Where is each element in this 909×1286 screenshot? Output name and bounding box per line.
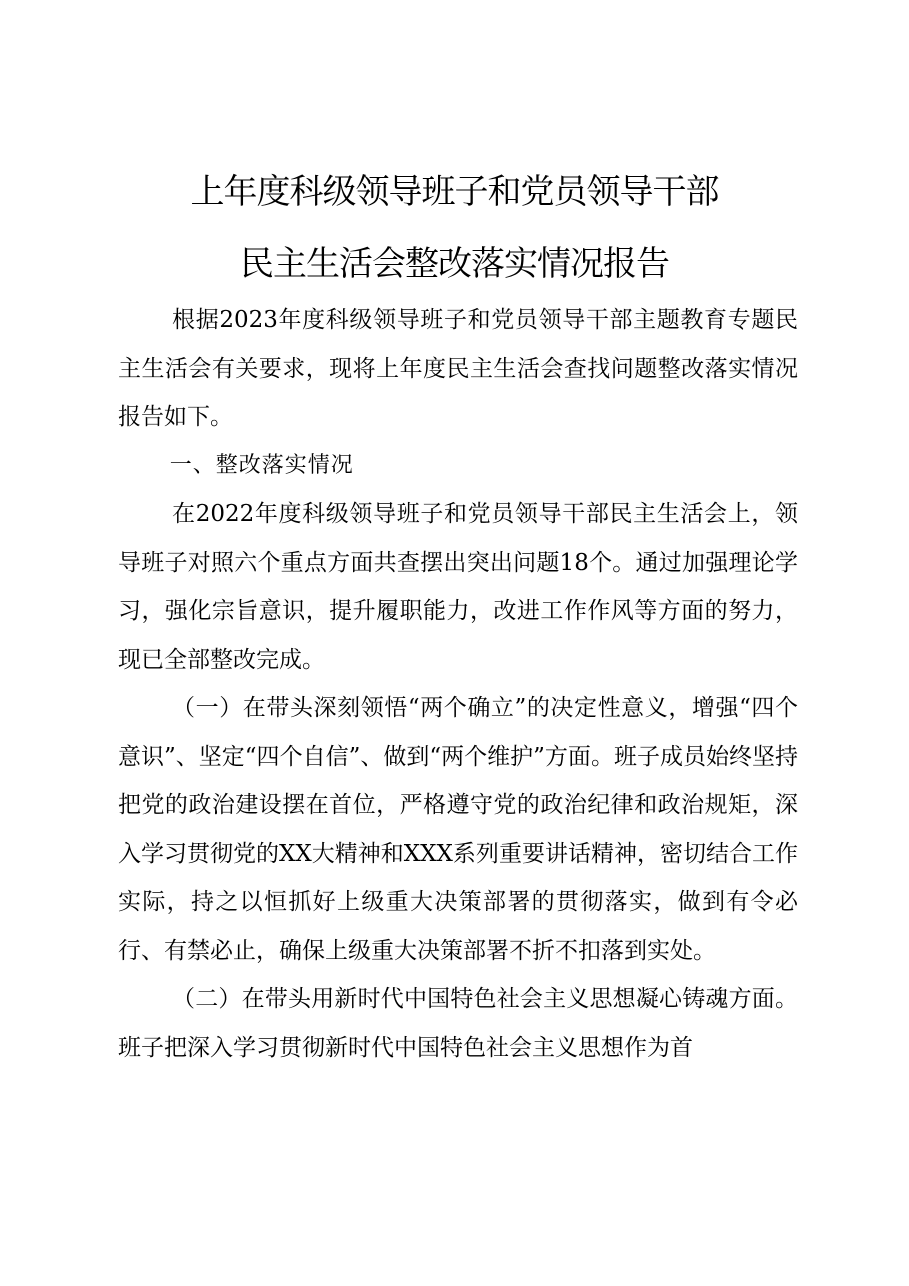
- document-body: [118, 296, 798, 1072]
- section-paragraph: 在2022年度科级领导班子和党员领导干部民主生活会上，领导班子对照六个重点方面共查摆出突出问题18个。通过加强理论学习，强化宗旨意识，提升履职能力，改进工作作风等方面的努力，现已全部整改完成。: [118, 501, 798, 673]
- section-heading: 一、整改落实情况: [169, 452, 354, 478]
- item-paragraph-2: （二）在带头用新时代中国特色社会主义思想凝心铸魂方面。班子把深入学习贯彻新时代中国特色社会主义思想作为首: [118, 986, 798, 1061]
- document-title-line-1: 上年度科级领导班子和党员领导干部: [190, 172, 719, 212]
- document-title-line-2: 民主生活会整改落实情况报告: [240, 244, 669, 284]
- intro-paragraph: 根据2023年度科级领导班子和党员领导干部主题教育专题民主生活会有关要求，现将上年度民主生活会查找问题整改落实情况报告如下。: [118, 307, 798, 430]
- item-paragraph-1: （一）在带头深刻领悟“两个确立”的决定性意义，增强“四个意识”、坚定“四个自信”、做到“两个维护”方面。班子成员始终坚持把党的政治建设摆在首位，严格遵守党的政治纪律和政治规矩，深入学习贯彻党的XX大精神和XXX系列重要讲话精神，密切结合工作实际，持之以恒抓好上级重大决策部署的贯彻落实，做到有令必行、有禁必止，确保上级重大决策部署不折不扣落到实处。: [118, 695, 798, 964]
